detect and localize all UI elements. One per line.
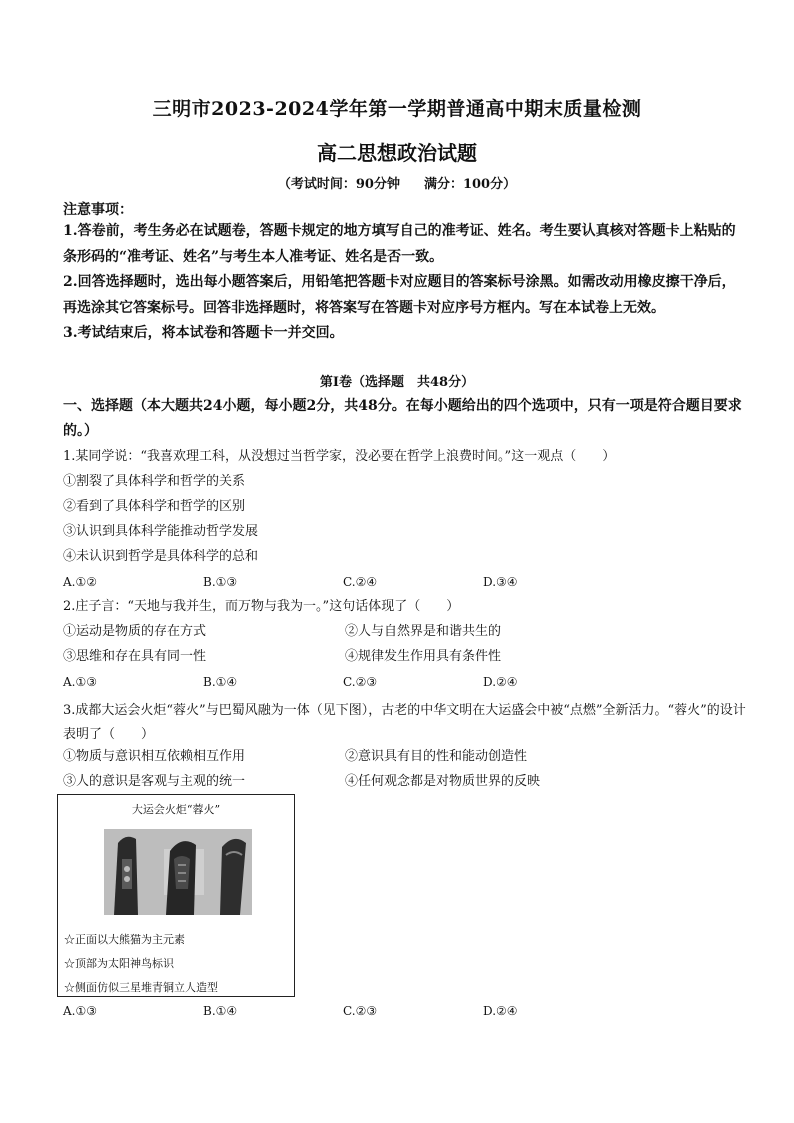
section-heading: 一、选择题（本大题共24小题，每小题2分，共48分。在每小题给出的四个选项中，只有一项是符合题目要求的。）	[63, 398, 742, 439]
notes-list	[63, 219, 743, 347]
option-c: C.②④	[343, 575, 378, 589]
question-stem: 2.庄子言：“天地与我并生，而万物与我为一。”这句话体现了（ ）	[63, 599, 460, 614]
full-score: 满分：100分）	[423, 177, 517, 192]
statement: ①物质与意识相互依赖相互作用	[63, 749, 246, 764]
exam-info	[0, 173, 794, 192]
statement: ②人与自然界是和谐共生的	[345, 624, 502, 639]
statement: ④规律发生作用具有条件性	[345, 649, 502, 664]
figure-caption-line: ☆顶部为太阳神鸟标识	[64, 957, 174, 970]
question-stem: 1.某同学说：“我喜欢理工科，从没想过当哲学家，没必要在哲学上浪费时间。”这一观点（ ）	[63, 449, 616, 464]
torch-image	[104, 829, 252, 915]
option-a: A.①②	[63, 575, 97, 589]
figure-caption-line: ☆正面以大熊猫为主元素	[64, 933, 185, 946]
option-b: B.①③	[203, 575, 238, 589]
statement: ④未认识到哲学是具体科学的总和	[63, 549, 259, 564]
option-a: A.①③	[63, 675, 97, 689]
statement: ①运动是物质的存在方式	[63, 624, 207, 639]
question-stem: 3.成都大运会火炬“蓉火”与巴蜀风融为一体（见下图），古老的中华文明在大运盛会中被“点燃”全新活力。“蓉火”的设计表明了（ ）	[63, 703, 746, 742]
torch-photo	[104, 829, 252, 915]
answer-options	[63, 1004, 743, 1022]
statement: ②看到了具体科学和哲学的区别	[63, 499, 246, 514]
option-c: C.②③	[343, 675, 378, 689]
statement: ③人的意识是客观与主观的统一	[63, 774, 246, 789]
statement: ③认识到具体科学能推动哲学发展	[63, 524, 259, 539]
note-item: 1.答卷前，考生务必在试题卷，答题卡规定的地方填写自己的准考证、姓名。考生要认真核对答题卡上粘贴的条形码的“准考证、姓名”与考生本人准考证、姓名是否一致。	[63, 223, 736, 265]
exam-title: 三明市2023-2024学年第一学期普通高中期末质量检测	[152, 98, 642, 120]
notes-heading: 注意事项：	[63, 202, 133, 218]
option-d: D.②④	[483, 675, 518, 689]
answer-options	[63, 575, 743, 593]
option-c: C.②③	[343, 1004, 378, 1018]
part-heading: 第Ⅰ卷（选择题 共48分）	[319, 375, 475, 390]
statement: ③思维和存在具有同一性	[63, 649, 207, 664]
figure-caption-line: ☆侧面仿似三星堆青铜立人造型	[64, 981, 218, 994]
note-item: 2.回答选择题时，选出每小题答案后，用铅笔把答题卡对应题目的答案标号涂黑。如需改动用橡皮擦干净后，再选涂其它答案标号。回答非选择题时，将答案写在答题卡对应序号方框内。写在本试卷上无效。	[63, 274, 736, 316]
note-item: 3.考试结束后，将本试卷和答题卡一并交回。	[63, 325, 344, 341]
answer-options	[63, 675, 743, 693]
statement: ④任何观念都是对物质世界的反映	[345, 774, 541, 789]
exam-time: （考试时间：90分钟	[277, 177, 400, 192]
figure-title: 大运会火炬“蓉火”	[131, 803, 221, 816]
option-a: A.①③	[63, 1004, 97, 1018]
option-d: D.③④	[483, 575, 518, 589]
statement: ①割裂了具体科学和哲学的关系	[63, 474, 246, 489]
option-b: B.①④	[203, 675, 238, 689]
torch-figure	[57, 794, 295, 997]
option-d: D.②④	[483, 1004, 518, 1018]
subject-title: 高二思想政治试题	[317, 141, 477, 165]
statement: ②意识具有目的性和能动创造性	[345, 749, 528, 764]
option-b: B.①④	[203, 1004, 238, 1018]
